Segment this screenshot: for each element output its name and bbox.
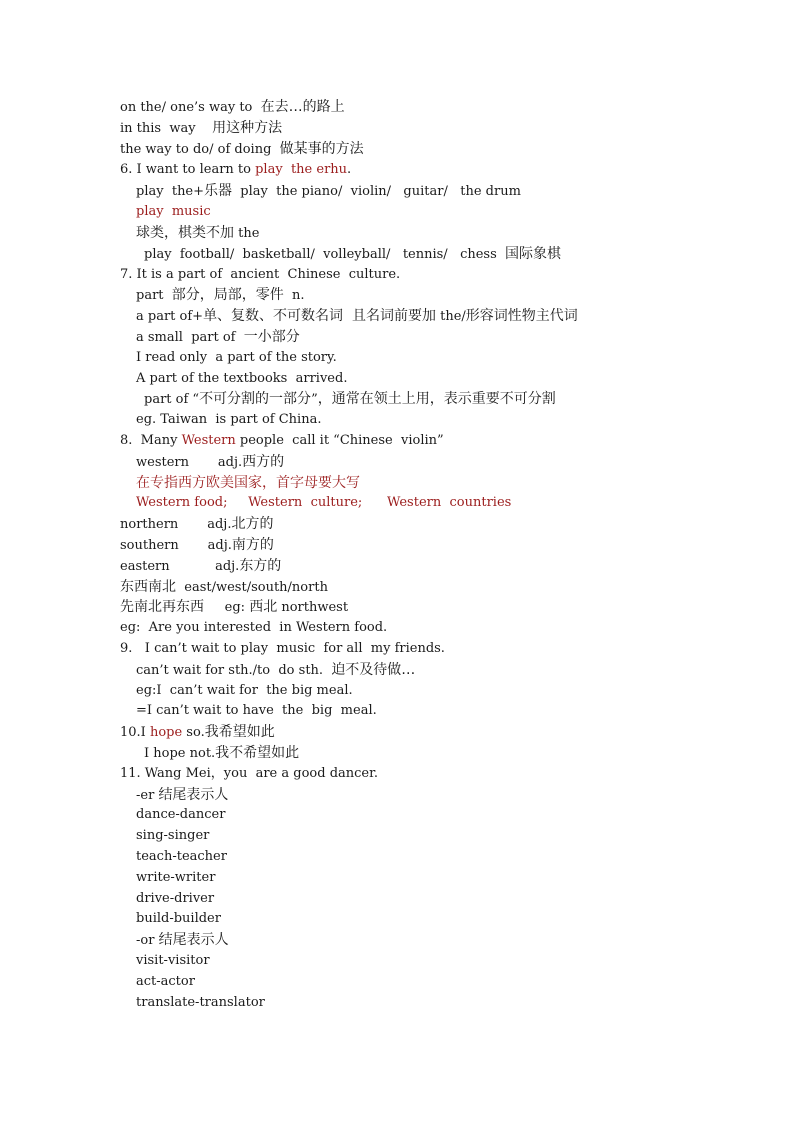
text-segment: the/ xyxy=(435,309,466,324)
text-segment: eg. Taiwan is part of China. xyxy=(136,412,322,427)
text-segment: I read only a part of the story. xyxy=(136,350,337,365)
text-line xyxy=(120,723,275,742)
text-segment: 在专指西方欧美国家，首字母要大写 xyxy=(136,475,360,491)
text-line xyxy=(136,806,225,824)
text-line xyxy=(120,161,351,179)
text-segment: build-builder xyxy=(136,911,221,926)
text-segment: 南方的 xyxy=(231,537,274,553)
text-segment: 10.I xyxy=(120,725,150,740)
text-line xyxy=(136,931,229,950)
text-segment: translate-translator xyxy=(136,995,265,1010)
text-segment: Western food; Western culture; Western countries xyxy=(136,495,512,510)
text-segment: 西北 xyxy=(249,599,278,615)
text-segment: western adj. xyxy=(136,455,243,470)
text-segment: play music xyxy=(136,204,211,219)
text-line xyxy=(136,702,377,720)
text-segment: dance-dancer xyxy=(136,807,226,822)
text-segment: eg:I can’t wait for the big meal. xyxy=(136,683,353,698)
text-segment: the way to do/ of doing xyxy=(120,142,280,157)
text-line xyxy=(136,203,211,221)
text-line xyxy=(120,557,281,576)
text-segment: -or xyxy=(136,933,159,948)
text-segment: act-actor xyxy=(136,974,195,989)
text-line xyxy=(136,952,210,970)
text-segment: play the piano/ violin/ guitar/ the drum xyxy=(232,184,521,199)
text-segment: Western xyxy=(181,433,236,448)
text-line xyxy=(136,869,215,887)
text-line xyxy=(120,765,378,783)
text-line xyxy=(120,598,348,617)
text-segment: part xyxy=(136,288,172,303)
text-segment: ” xyxy=(311,392,318,407)
text-line xyxy=(136,682,353,700)
text-segment: 8. Many xyxy=(120,433,182,448)
text-line xyxy=(136,994,265,1012)
text-segment: 球类，棋类不加 xyxy=(136,225,234,241)
text-line xyxy=(120,119,282,138)
text-line xyxy=(136,661,415,680)
text-line xyxy=(120,536,274,555)
text-segment: write-writer xyxy=(136,870,216,885)
text-segment: n. xyxy=(283,288,305,303)
text-segment: 我希望如此 xyxy=(204,724,275,740)
text-segment: 7. It is a part of ancient Chinese culture. xyxy=(120,267,401,282)
text-segment: so. xyxy=(182,725,205,740)
text-segment: a part of+ xyxy=(136,309,204,324)
text-line xyxy=(120,640,445,658)
text-segment: northern adj. xyxy=(120,517,232,532)
text-segment: 先南北再东西 xyxy=(120,599,204,615)
text-segment: a small part of xyxy=(136,330,244,345)
text-line xyxy=(144,245,561,264)
text-segment: ，通常在领土上用，表示重要不可分割 xyxy=(317,391,556,407)
text-line xyxy=(144,390,556,409)
text-line xyxy=(136,328,300,347)
text-segment: 部分，局部，零件 xyxy=(171,287,284,303)
text-line xyxy=(136,827,209,845)
text-segment: 不可分割的一部分 xyxy=(199,391,312,407)
text-line xyxy=(120,98,345,117)
text-segment: people call it “Chinese violin” xyxy=(235,433,444,448)
text-segment: 西方的 xyxy=(242,454,285,470)
text-line xyxy=(136,224,259,243)
text-segment: on the/ one’s way to xyxy=(120,100,261,115)
text-segment: 在去…的路上 xyxy=(260,99,345,115)
text-line xyxy=(136,453,284,472)
text-line xyxy=(120,432,444,450)
text-segment: I hope not. xyxy=(144,746,216,761)
text-segment: visit-visitor xyxy=(136,953,210,968)
text-segment: . xyxy=(347,162,352,177)
text-segment: drive-driver xyxy=(136,891,215,906)
text-segment: eastern adj. xyxy=(120,559,240,574)
text-segment: 6. I want to learn to xyxy=(120,162,256,177)
text-segment: sing-singer xyxy=(136,828,210,843)
text-line xyxy=(136,890,214,908)
text-segment: east/west/south/north xyxy=(176,580,328,595)
text-segment: -er xyxy=(136,788,159,803)
text-segment: play the+ xyxy=(136,184,205,199)
text-segment: 迫不及待做… xyxy=(331,662,416,678)
text-segment: northwest xyxy=(277,600,349,615)
text-segment: the xyxy=(234,226,260,241)
text-line xyxy=(120,578,328,597)
text-segment: 用这种方法 xyxy=(212,120,283,136)
text-segment: 做某事的方法 xyxy=(279,141,364,157)
text-line xyxy=(120,515,273,534)
text-segment: hope xyxy=(149,725,183,740)
text-segment: =I can’t wait to have the big meal. xyxy=(136,703,377,718)
text-segment: 9. I can’t wait to play music for all my friends. xyxy=(120,641,445,656)
text-segment: 一小部分 xyxy=(243,329,300,345)
text-line xyxy=(136,349,337,367)
text-segment: eg: Are you interested in Western food. xyxy=(120,620,388,635)
text-segment: 北方的 xyxy=(231,516,274,532)
text-segment: eg: xyxy=(204,600,250,615)
text-line xyxy=(136,307,578,326)
text-line xyxy=(136,474,360,493)
text-segment: 结尾表示人 xyxy=(158,787,229,803)
text-line xyxy=(136,182,521,201)
text-segment: southern adj. xyxy=(120,538,232,553)
text-line xyxy=(120,266,400,284)
text-segment: 我不希望如此 xyxy=(215,745,300,761)
text-line xyxy=(136,370,347,388)
text-segment: play football/ basketball/ volleyball/ tennis/ chess xyxy=(144,247,506,262)
text-line xyxy=(136,494,511,512)
text-line xyxy=(136,411,321,429)
text-segment: 结尾表示人 xyxy=(158,932,229,948)
text-segment: part of “ xyxy=(144,392,200,407)
text-segment: play the erhu xyxy=(255,162,348,177)
text-line xyxy=(144,744,299,763)
text-line xyxy=(136,973,195,991)
text-segment: 11. Wang Mei，you are a good dancer. xyxy=(120,766,379,781)
text-segment: can’t wait for sth./to do sth. xyxy=(136,663,332,678)
text-segment: 东方的 xyxy=(239,558,282,574)
text-segment: 东西南北 xyxy=(120,579,176,595)
text-line xyxy=(136,910,221,928)
text-segment: A part of the textbooks arrived. xyxy=(136,371,348,386)
text-line xyxy=(136,848,227,866)
text-line xyxy=(136,786,228,805)
text-segment: teach-teacher xyxy=(136,849,227,864)
text-segment: 乐器 xyxy=(204,183,233,199)
text-segment: 单、复数、不可数名词 且名词前要加 xyxy=(203,308,436,324)
text-line xyxy=(120,140,364,159)
text-segment: 国际象棋 xyxy=(505,246,562,262)
text-line xyxy=(136,286,305,305)
text-segment: 形容词性物主代词 xyxy=(465,308,578,324)
text-line xyxy=(120,619,387,637)
text-segment: in this way xyxy=(120,121,213,136)
